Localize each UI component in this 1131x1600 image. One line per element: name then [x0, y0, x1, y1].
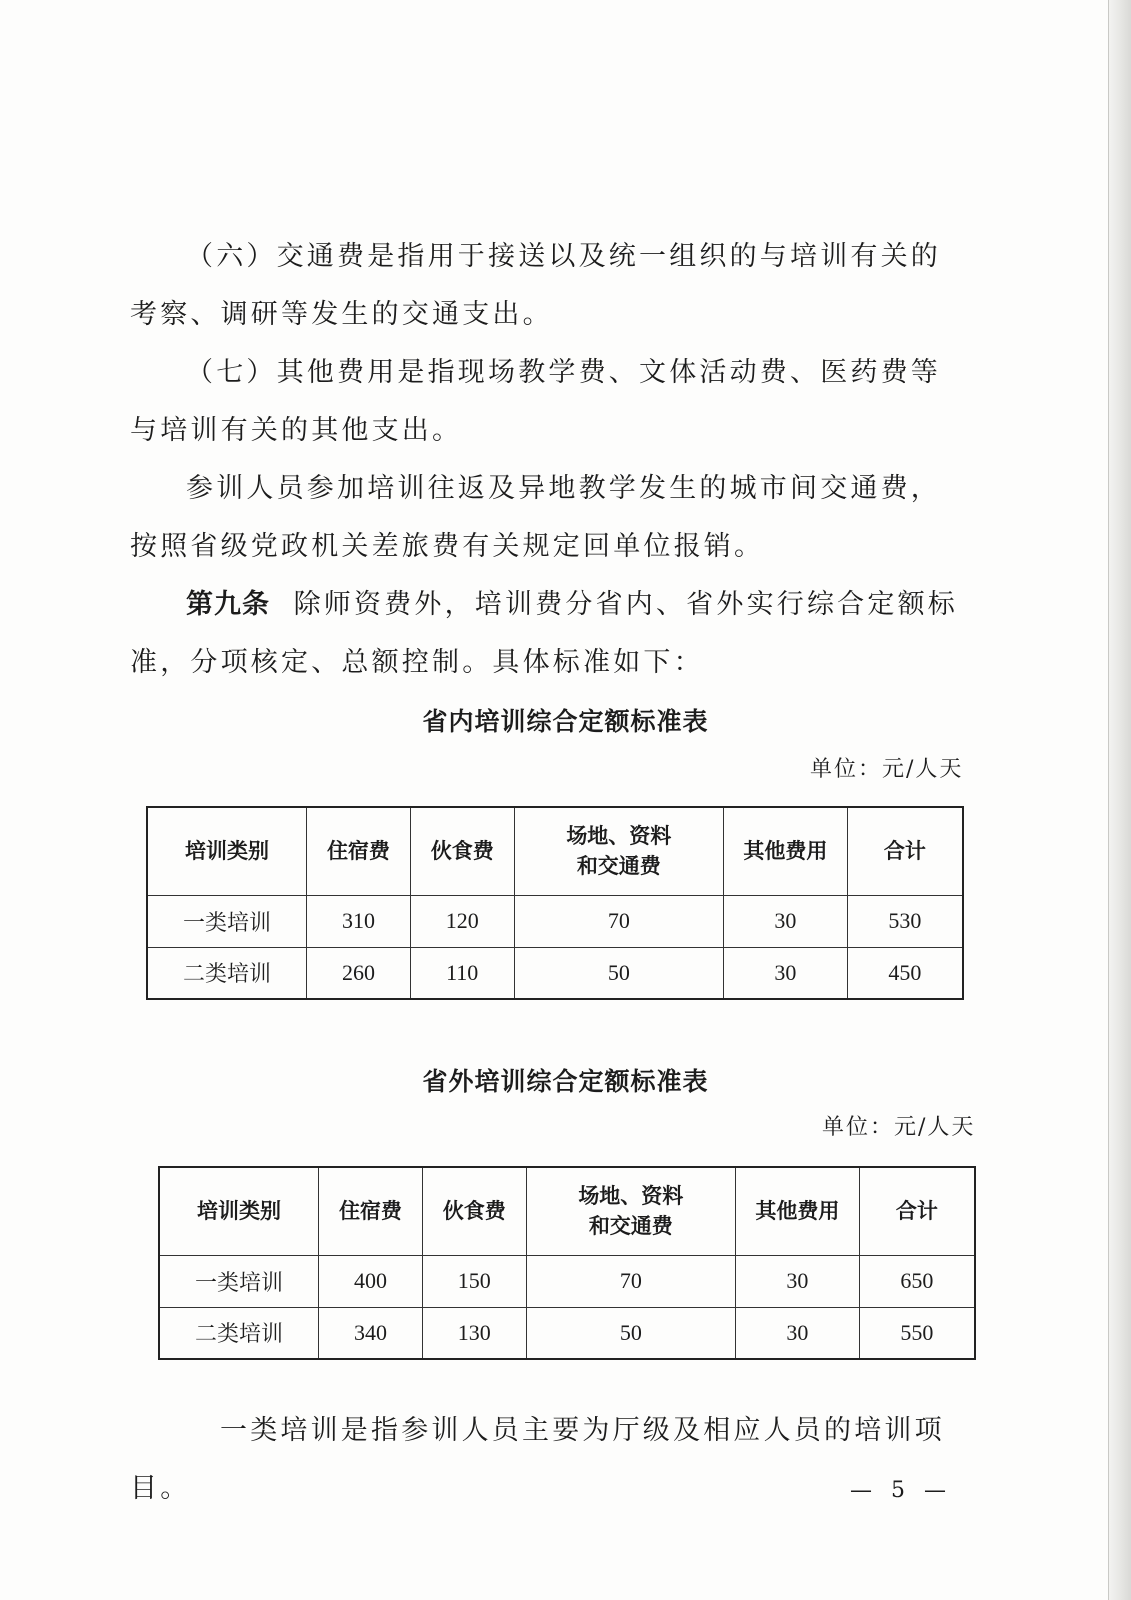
table-header-row [159, 1167, 975, 1255]
header-lodging: 住宿费 [307, 807, 411, 895]
table-row [147, 895, 963, 947]
cell-category: 二类培训 [159, 1307, 319, 1359]
cell-lodging: 400 [319, 1255, 423, 1307]
cell-other: 30 [724, 895, 848, 947]
page-number: — 5 — [850, 1478, 952, 1503]
header-other: 其他费用 [724, 807, 848, 895]
cell-other: 30 [736, 1255, 860, 1307]
article-9-text: 除师资费外，培训费分省内、省外实行综合定额标准，分项核定、总额控制。具体标准如下： [130, 589, 958, 678]
header-other: 其他费用 [736, 1167, 860, 1255]
table-header-row [147, 807, 963, 895]
header-total: 合计 [847, 807, 963, 895]
header-category: 培训类别 [147, 807, 307, 895]
article-9-label: 第九条 [186, 589, 270, 620]
table-out-province [158, 1166, 976, 1360]
table-in-province-title: 省内培训综合定额标准表 [422, 707, 709, 736]
cell-category: 一类培训 [159, 1255, 319, 1307]
header-meals: 伙食费 [422, 1167, 526, 1255]
cell-total: 550 [859, 1307, 975, 1359]
cell-category: 二类培训 [147, 947, 307, 999]
header-total: 合计 [859, 1167, 975, 1255]
cell-meals: 150 [422, 1255, 526, 1307]
table-row [147, 947, 963, 999]
cell-category: 一类培训 [147, 895, 307, 947]
header-category: 培训类别 [159, 1167, 319, 1255]
cell-other: 30 [736, 1307, 860, 1359]
cell-venue: 70 [514, 895, 723, 947]
cell-other: 30 [724, 947, 848, 999]
header-venue-materials-transport: 场地、资料 和交通费 [526, 1167, 735, 1255]
table-out-province-unit: 单位：元/人天 [822, 1115, 976, 1140]
paragraph-item-6: （六）交通费是指用于接送以及统一组织的与培训有关的考察、调研等发生的交通支出。 [130, 241, 941, 330]
table-row [159, 1307, 975, 1359]
table-out-province-title: 省外培训综合定额标准表 [422, 1067, 709, 1096]
cell-venue: 70 [526, 1255, 735, 1307]
header-lodging: 住宿费 [319, 1167, 423, 1255]
header-venue-materials-transport: 场地、资料 和交通费 [514, 807, 723, 895]
cell-meals: 120 [410, 895, 514, 947]
paragraph-item-7: （七）其他费用是指现场教学费、文体活动费、医药费等与培训有关的其他支出。 [130, 357, 941, 446]
cell-total: 650 [859, 1255, 975, 1307]
header-meals: 伙食费 [410, 807, 514, 895]
table-in-province-unit: 单位：元/人天 [810, 757, 964, 782]
cell-total: 530 [847, 895, 963, 947]
page-edge [1108, 0, 1131, 1600]
cell-total: 450 [847, 947, 963, 999]
cell-lodging: 260 [307, 947, 411, 999]
cell-venue: 50 [514, 947, 723, 999]
paragraph-article-9 [130, 576, 960, 692]
paragraph-travel-expense: 参训人员参加培训往返及异地教学发生的城市间交通费，按照省级党政机关差旅费有关规定回单位报销。 [130, 473, 941, 562]
table-row [159, 1255, 975, 1307]
cell-venue: 50 [526, 1307, 735, 1359]
table-in-province [146, 806, 964, 1000]
paragraph-class-one-definition: 一类培训是指参训人员主要为厅级及相应人员的培训项目。 [130, 1415, 945, 1504]
cell-lodging: 340 [319, 1307, 423, 1359]
cell-lodging: 310 [307, 895, 411, 947]
cell-meals: 110 [410, 947, 514, 999]
cell-meals: 130 [422, 1307, 526, 1359]
